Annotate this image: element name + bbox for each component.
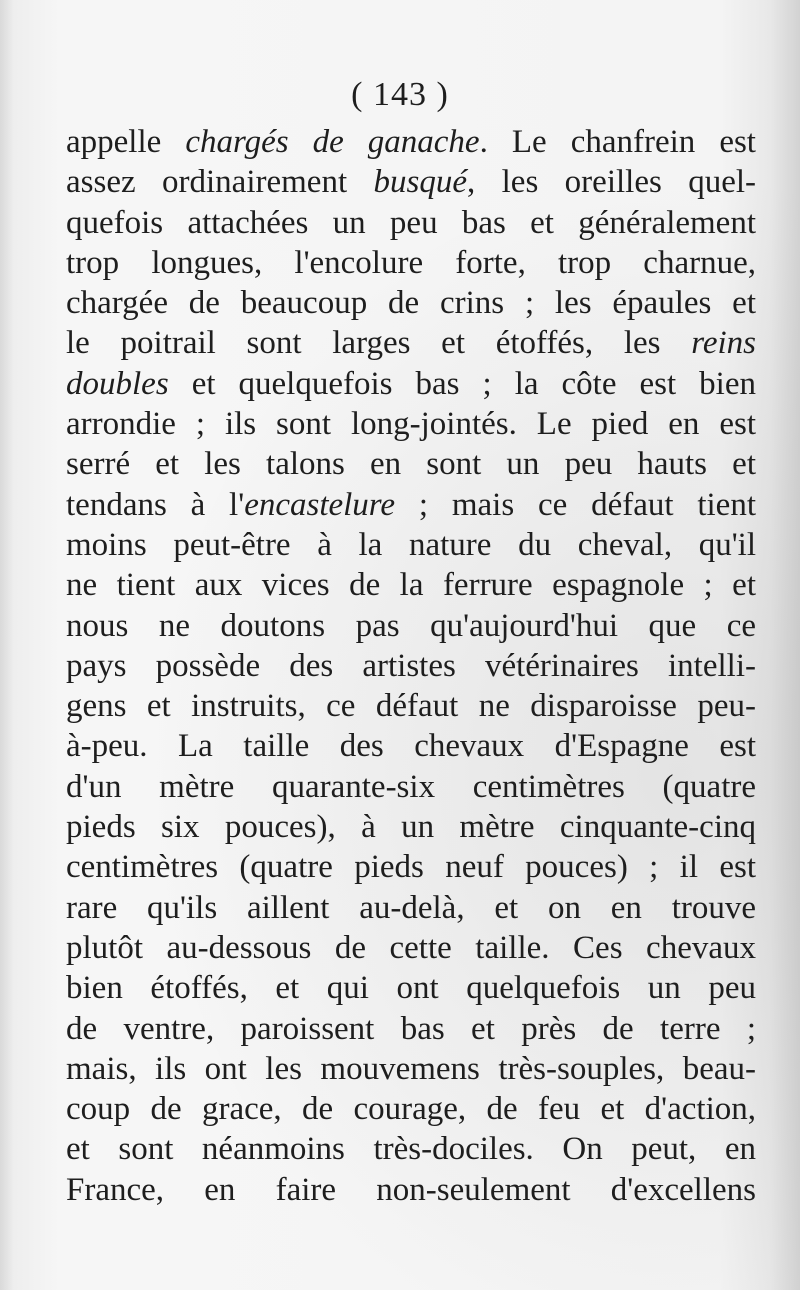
text-segment: trop longues, l'encolure forte, trop charnue,	[66, 244, 756, 281]
italic-term: reins	[691, 325, 756, 362]
text-segment: pays possède des artistes vétérinaires intelli-	[66, 647, 756, 684]
text-line	[66, 606, 756, 646]
text-line	[66, 404, 756, 444]
text-line	[66, 968, 756, 1008]
text-line	[66, 767, 756, 807]
text-line	[66, 364, 756, 404]
italic-term: encastelure	[244, 486, 396, 523]
text-segment: à-peu. La taille des chevaux d'Espagne est	[66, 728, 756, 765]
text-segment: ; mais ce défaut tient	[395, 486, 756, 523]
page-number: ( 143 )	[351, 76, 449, 113]
text-line	[66, 1009, 756, 1049]
text-segment: et quelquefois bas ; la côte est bien	[168, 365, 756, 402]
text-line	[66, 1049, 756, 1089]
text-segment: France, en faire non-seulement d'excellens	[66, 1171, 756, 1208]
text-segment: quefois attachées un peu bas et généralement	[66, 204, 756, 241]
text-line	[66, 726, 756, 766]
text-line	[66, 243, 756, 283]
text-segment: bien étoffés, et qui ont quelquefois un peu	[66, 970, 756, 1007]
text-segment: plutôt au-dessous de cette taille. Ces chevaux	[66, 929, 756, 966]
text-segment: mais, ils ont les mouvemens très-souples, beau-	[66, 1050, 756, 1087]
text-segment: serré et les talons en sont un peu hauts et	[66, 446, 756, 483]
text-line	[66, 283, 756, 323]
text-line	[66, 122, 756, 162]
text-line	[66, 565, 756, 605]
text-segment: , les oreilles quel-	[467, 164, 757, 201]
text-segment: pieds six pouces), à un mètre cinquante-cinq	[66, 809, 756, 846]
text-segment: le poitrail sont larges et étoffés, les	[66, 325, 692, 362]
text-line	[66, 646, 756, 686]
text-segment: d'un mètre quarante-six centimètres (quatre	[66, 768, 756, 805]
text-segment: de ventre, paroissent bas et près de terre ;	[66, 1010, 756, 1047]
text-line	[66, 203, 756, 243]
italic-term: doubles	[66, 365, 169, 402]
text-line	[66, 162, 756, 202]
text-segment: centimètres (quatre pieds neuf pouces) ; il est	[66, 849, 756, 886]
text-segment: moins peut-être à la nature du cheval, qu'il	[66, 526, 756, 563]
text-line	[66, 847, 756, 887]
text-line	[66, 485, 756, 525]
text-segment: assez ordinairement	[66, 164, 374, 201]
text-line	[66, 1170, 756, 1210]
text-segment: nous ne doutons pas qu'aujourd'hui que ce	[66, 607, 756, 644]
text-line	[66, 807, 756, 847]
text-segment: . Le chanfrein est	[479, 124, 756, 160]
text-line	[66, 323, 756, 363]
text-segment: appelle	[66, 124, 186, 160]
text-segment: arrondie ; ils sont long-jointés. Le pied en est	[66, 406, 756, 443]
text-line	[66, 686, 756, 726]
text-segment: gens et instruits, ce défaut ne disparoisse peu-	[66, 688, 756, 725]
text-segment: coup de grace, de courage, de feu et d'action,	[66, 1091, 756, 1128]
text-line	[66, 444, 756, 484]
text-line	[66, 525, 756, 565]
body-text	[66, 122, 756, 1210]
italic-term: chargés de ganache	[185, 124, 480, 160]
text-line	[66, 888, 756, 928]
text-line	[66, 1129, 756, 1169]
italic-term: busqué	[373, 164, 467, 201]
text-line	[66, 1089, 756, 1129]
text-segment: ne tient aux vices de la ferrure espagnole ; et	[66, 567, 756, 604]
text-segment: et sont néanmoins très-dociles. On peut, en	[66, 1131, 756, 1168]
text-line	[66, 928, 756, 968]
text-segment: chargée de beaucoup de crins ; les épaules et	[66, 285, 756, 322]
text-segment: rare qu'ils aillent au-delà, et on en trouve	[66, 889, 756, 926]
text-segment: tendans à l'	[66, 486, 245, 523]
